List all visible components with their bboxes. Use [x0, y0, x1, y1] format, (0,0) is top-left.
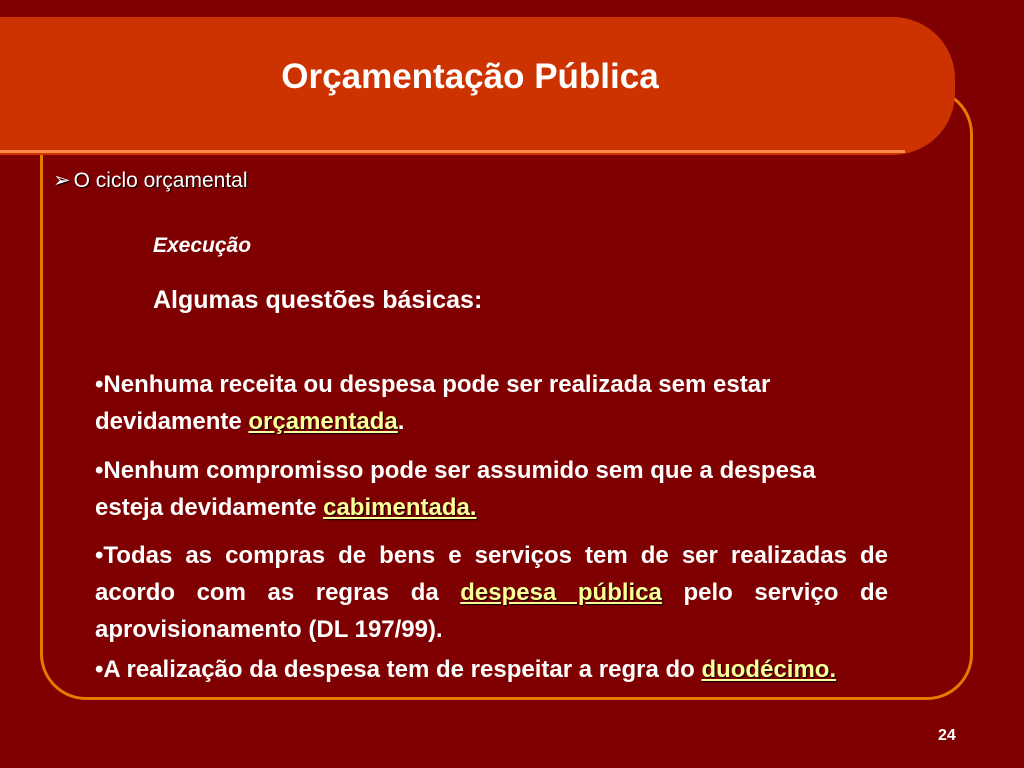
- bullet-item: [95, 651, 888, 688]
- highlight-term: cabimentada.: [323, 494, 477, 521]
- bullet-item: [95, 537, 888, 648]
- bullet-marker: •: [95, 656, 104, 683]
- heading: Execução: [153, 234, 252, 257]
- highlight-term: orçamentada: [248, 408, 398, 435]
- slide-title: Orçamentação Pública: [281, 57, 659, 96]
- bullet-text-after: pelo serviço de aprovisionamento (DL 197/99).: [95, 579, 888, 643]
- highlight-term: duodécimo.: [701, 656, 837, 683]
- bullet-text: Todas as compras de bens e serviços tem de ser realizadas de acordo com as regras da: [95, 542, 888, 606]
- title-underline: [0, 150, 905, 153]
- bullet-text: A realização da despesa tem de respeitar a regra do: [103, 656, 702, 683]
- bullet-marker: •: [95, 371, 104, 398]
- arrow-bullet-icon: ➢: [53, 169, 71, 192]
- bullet-item: [95, 452, 888, 526]
- bullet-marker: •: [95, 457, 104, 484]
- bullet-text: Nenhum compromisso pode ser assumido sem que a despesa esteja devidamente: [95, 457, 816, 521]
- bullet-text-after: .: [397, 408, 405, 435]
- highlight-term: despesa pública: [460, 579, 662, 606]
- section-text: O ciclo orçamental: [73, 169, 248, 192]
- page-number: 24: [938, 727, 956, 744]
- subheading: Algumas questões básicas:: [153, 286, 483, 314]
- bullet-item: [95, 366, 888, 440]
- bullet-marker: •: [95, 542, 104, 569]
- section-label: [53, 168, 248, 194]
- bullet-text: Nenhuma receita ou despesa pode ser realizada sem estar devidamente: [95, 371, 771, 435]
